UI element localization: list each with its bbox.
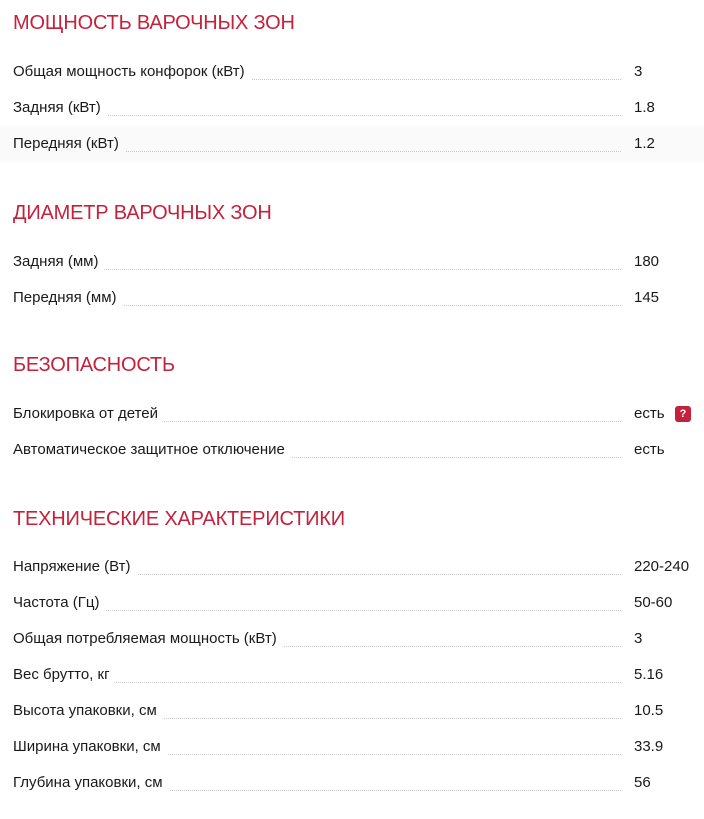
row-value: есть xyxy=(634,405,665,422)
row-value: 3 xyxy=(634,63,643,80)
spec-row-frequency xyxy=(0,585,704,621)
spec-row-package-depth xyxy=(0,765,704,801)
row-value: 220-240 xyxy=(634,558,690,575)
row-label: Частота (Гц) xyxy=(13,593,105,613)
help-icon[interactable]: ? xyxy=(675,406,691,422)
row-value: 145 xyxy=(634,289,660,306)
row-value: 10.5 xyxy=(634,702,664,719)
row-label: Задняя (кВт) xyxy=(13,98,107,118)
row-value: 1.2 xyxy=(634,135,655,152)
row-label: Передняя (мм) xyxy=(13,288,123,308)
row-label: Ширина упаковки, см xyxy=(13,737,167,757)
section-title: БЕЗОПАСНОСТЬ xyxy=(13,354,175,376)
row-value: 50-60 xyxy=(634,594,673,611)
row-value: 180 xyxy=(634,253,660,270)
spec-row-front-diameter xyxy=(0,280,704,316)
row-value: есть xyxy=(634,441,665,458)
spec-row-package-height xyxy=(0,693,704,729)
row-label: Высота упаковки, см xyxy=(13,701,163,721)
row-label: Общая мощность конфорок (кВт) xyxy=(13,62,251,82)
row-label: Напряжение (Вт) xyxy=(13,557,137,577)
spec-row-auto-shutoff xyxy=(0,432,704,468)
spec-row-total-consumption xyxy=(0,621,704,657)
spec-row-front-power xyxy=(0,126,704,162)
row-value: 56 xyxy=(634,774,651,791)
section-title: ТЕХНИЧЕСКИЕ ХАРАКТЕРИСТИКИ xyxy=(13,508,345,530)
row-label: Общая потребляемая мощность (кВт) xyxy=(13,629,283,649)
section-title: МОЩНОСТЬ ВАРОЧНЫХ ЗОН xyxy=(13,12,295,34)
spec-row-voltage xyxy=(0,549,704,585)
row-value: 3 xyxy=(634,630,643,647)
row-value: 33.9 xyxy=(634,738,664,755)
row-label: Автоматическое защитное отключение xyxy=(13,440,291,460)
row-label: Передняя (кВт) xyxy=(13,134,125,154)
section-title: ДИАМЕТР ВАРОЧНЫХ ЗОН xyxy=(13,202,272,224)
row-label: Глубина упаковки, см xyxy=(13,773,169,793)
spec-row-total-power xyxy=(0,54,704,90)
row-label: Вес брутто, кг xyxy=(13,665,116,685)
spec-row-gross-weight xyxy=(0,657,704,693)
spec-row-rear-power xyxy=(0,90,704,126)
row-value: 5.16 xyxy=(634,666,664,683)
spec-row-package-width xyxy=(0,729,704,765)
spec-row-child-lock xyxy=(0,396,704,432)
row-label: Блокировка от детей xyxy=(13,404,164,424)
spec-row-rear-diameter xyxy=(0,244,704,280)
row-value: 1.8 xyxy=(634,99,655,116)
row-label: Задняя (мм) xyxy=(13,252,104,272)
